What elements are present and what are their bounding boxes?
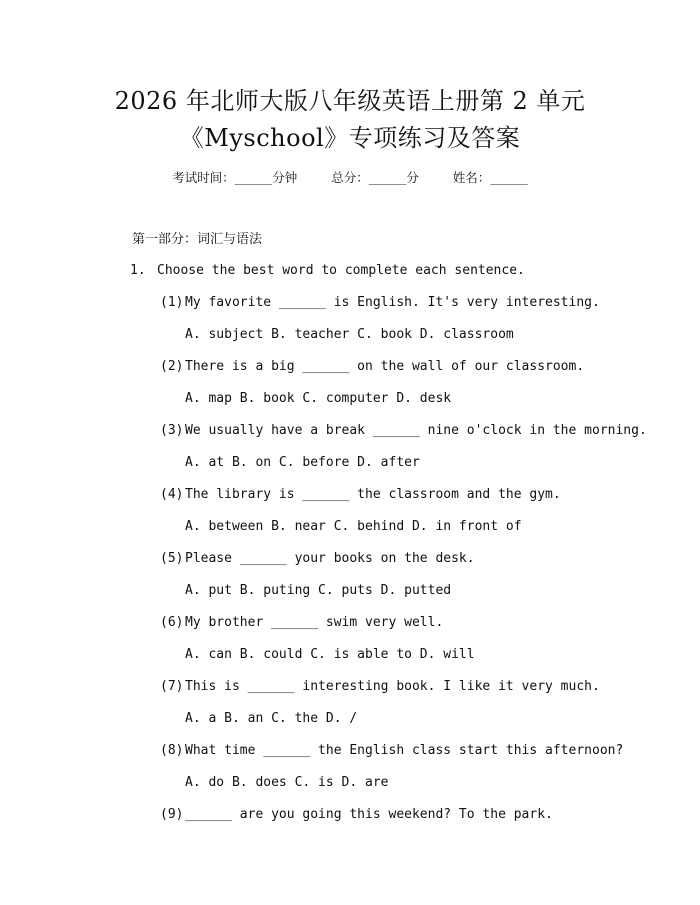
question-number: 1. <box>130 263 146 278</box>
question-item-number: (9) <box>160 807 184 822</box>
question-item-number: (6) <box>160 615 184 630</box>
question-instruction: Choose the best word to complete each sentence. <box>157 263 525 278</box>
answer-options: A. do B. does C. is D. are <box>185 775 389 790</box>
answer-options: A. between B. near C. behind D. in front of <box>185 519 522 534</box>
question-item-text: There is a big ______ on the wall of our classroom. <box>185 359 585 374</box>
answer-options: A. at B. on C. before D. after <box>185 455 420 470</box>
question-item-number: (5) <box>160 551 184 566</box>
question-item <box>160 807 553 823</box>
question-item-text: This is ______ interesting book. I like it very much. <box>185 679 600 694</box>
question-item-text: Please ______ your books on the desk. <box>185 551 475 566</box>
question-item <box>160 423 647 470</box>
question-item-number: (1) <box>160 295 184 310</box>
question-item-text: My brother ______ swim very well. <box>185 615 444 630</box>
question-item-number: (7) <box>160 679 184 694</box>
question-item-text: We usually have a break ______ nine o'clock in the morning. <box>185 423 647 438</box>
exam-meta <box>0 170 700 186</box>
question-item-text: What time ______ the English class start this afternoon? <box>185 743 624 758</box>
answer-options: A. map B. book C. computer D. desk <box>185 391 452 406</box>
question-item <box>160 551 475 598</box>
question-item <box>160 679 600 726</box>
section-heading: 第一部分：词汇与语法 <box>132 232 263 247</box>
total-score-label: 总分：______分 <box>331 170 419 185</box>
question-item <box>160 359 585 406</box>
document-title-line-1: 2026 年北师大版八年级英语上册第 2 单元 <box>114 87 586 115</box>
answer-options: A. can B. could C. is able to D. will <box>185 647 475 662</box>
question-item <box>160 487 561 534</box>
answer-options: A. subject B. teacher C. book D. classroom <box>185 327 514 342</box>
answer-options: A. a B. an C. the D. / <box>185 711 358 726</box>
student-name-label: 姓名：______ <box>452 170 528 185</box>
question-item <box>160 615 475 662</box>
question-item-number: (4) <box>160 487 184 502</box>
question-item-number: (8) <box>160 743 184 758</box>
question-item <box>160 743 624 790</box>
question-item-number: (2) <box>160 359 184 374</box>
question-item-text: The library is ______ the classroom and the gym. <box>185 487 561 502</box>
question-item-text: My favorite ______ is English. It's very interesting. <box>185 295 600 310</box>
question-item <box>160 295 600 342</box>
question-item-text: ______ are you going this weekend? To the park. <box>185 807 553 822</box>
document-title-line-2: 《Myschool》专项练习及答案 <box>179 124 521 152</box>
answer-options: A. put B. puting C. puts D. putted <box>185 583 452 598</box>
question-1 <box>130 263 525 279</box>
exam-time-label: 考试时间：______分钟 <box>172 170 298 185</box>
question-item-number: (3) <box>160 423 184 438</box>
